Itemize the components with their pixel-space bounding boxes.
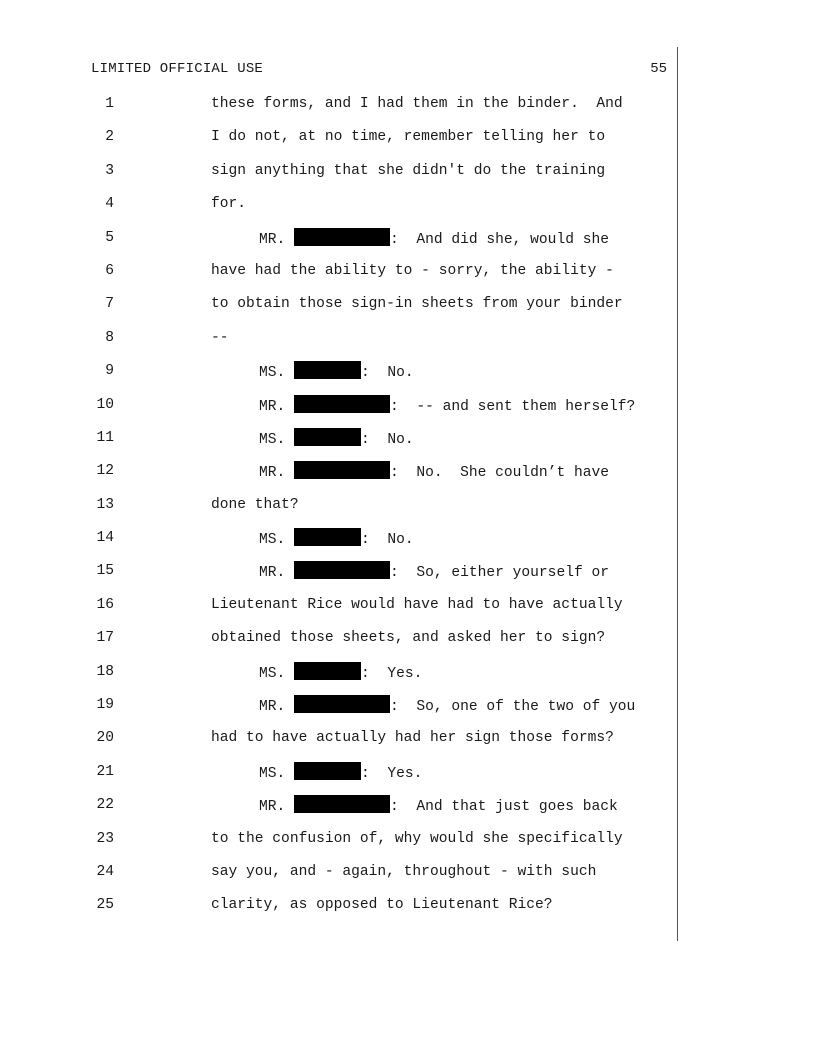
line-text (259, 795, 618, 817)
line-number: 13 (96, 496, 114, 513)
line-content: : So, one of the two of you (390, 699, 636, 716)
transcript-line (0, 428, 816, 461)
line-content: : No. (361, 431, 414, 448)
line-number: 12 (96, 463, 114, 480)
line-content: these forms, and I had them in the binder. And (211, 96, 623, 112)
redaction-bar (294, 662, 361, 680)
line-content: : Yes. (361, 665, 423, 682)
transcript-line (0, 194, 816, 227)
line-number: 20 (96, 730, 114, 747)
transcript-line (0, 461, 816, 494)
redaction-bar (294, 695, 390, 713)
speaker-label: MS. (259, 431, 286, 448)
line-number: 18 (96, 663, 114, 680)
line-content: clarity, as opposed to Lieutenant Rice? (211, 897, 553, 914)
line-text (211, 194, 246, 214)
line-content: : No. (361, 532, 414, 549)
speaker-label: MR. (259, 398, 286, 415)
line-number: 6 (105, 262, 114, 279)
transcript-line (0, 728, 816, 761)
line-content: for. (211, 196, 247, 213)
line-content: have had the ability to - sorry, the ability - (211, 262, 614, 279)
page-number: 55 (650, 61, 667, 77)
line-number: 9 (105, 363, 114, 380)
line-number: 15 (96, 563, 114, 580)
line-content: : And did she, would she (390, 231, 609, 248)
redaction-bar (294, 762, 361, 780)
line-content: : -- and sent them herself? (390, 398, 636, 415)
line-text (211, 94, 623, 114)
speaker-label: MR. (259, 465, 286, 482)
line-text (259, 228, 609, 250)
line-content: I do not, at no time, remember telling her to (211, 129, 606, 146)
redaction-bar (294, 228, 390, 246)
line-content: Lieutenant Rice would have had to have actually (211, 596, 623, 613)
transcript-lines (0, 94, 816, 929)
line-number: 4 (105, 196, 114, 213)
line-number: 10 (96, 396, 114, 413)
transcript-line (0, 228, 816, 261)
line-text (211, 328, 229, 348)
line-number: 11 (96, 429, 114, 446)
transcript-line (0, 795, 816, 828)
speaker-label: MS. (259, 532, 286, 549)
line-content: sign anything that she didn't do the training (211, 162, 606, 179)
line-text (259, 561, 609, 583)
redaction-bar (294, 361, 361, 379)
line-text (259, 695, 635, 717)
transcript-line (0, 829, 816, 862)
line-content: to the confusion of, why would she specifically (211, 830, 623, 847)
transcript-line (0, 94, 816, 127)
transcript-line (0, 528, 816, 561)
speaker-label: MS. (259, 365, 286, 382)
transcript-line (0, 294, 816, 327)
transcript-line (0, 261, 816, 294)
transcript-line (0, 595, 816, 628)
line-content: : So, either yourself or (390, 565, 609, 582)
line-number: 23 (96, 830, 114, 847)
line-number: 7 (105, 296, 114, 313)
line-text (211, 862, 596, 882)
line-text (259, 528, 414, 550)
line-text (259, 662, 422, 684)
transcript-line (0, 695, 816, 728)
transcript-line (0, 328, 816, 361)
transcript-line (0, 762, 816, 795)
line-number: 8 (105, 329, 114, 346)
transcript-line (0, 361, 816, 394)
speaker-label: MR. (259, 699, 286, 716)
speaker-label: MR. (259, 231, 286, 248)
line-number: 14 (96, 530, 114, 547)
transcript-line (0, 495, 816, 528)
line-content: to obtain those sign-in sheets from your binder (211, 296, 623, 313)
line-number: 19 (96, 697, 114, 714)
line-text (211, 127, 605, 147)
line-content: : No. (361, 365, 414, 382)
transcript-line (0, 561, 816, 594)
transcript-line (0, 628, 816, 661)
line-text (259, 428, 414, 450)
speaker-label: MR. (259, 799, 286, 816)
redaction-bar (294, 795, 390, 813)
line-content: : And that just goes back (390, 799, 618, 816)
line-text (211, 294, 623, 314)
line-text (211, 161, 605, 181)
line-text (259, 361, 414, 383)
transcript-line (0, 895, 816, 928)
speaker-label: MS. (259, 765, 286, 782)
line-number: 22 (96, 797, 114, 814)
line-content: obtained those sheets, and asked her to sign? (211, 630, 606, 647)
line-text (259, 762, 422, 784)
line-text (211, 728, 614, 748)
transcript-line (0, 862, 816, 895)
line-content: done that? (211, 496, 299, 513)
line-content: : Yes. (361, 765, 423, 782)
speaker-label: MR. (259, 565, 286, 582)
line-content: say you, and - again, throughout - with such (211, 863, 597, 880)
line-number: 5 (105, 229, 114, 246)
redaction-bar (294, 461, 390, 479)
line-text (211, 895, 553, 915)
line-text (259, 461, 609, 483)
transcript-line (0, 662, 816, 695)
line-text (211, 595, 623, 615)
speaker-label: MS. (259, 665, 286, 682)
line-number: 21 (96, 763, 114, 780)
line-text (211, 829, 623, 849)
line-number: 2 (105, 129, 114, 146)
line-content: had to have actually had her sign those forms? (211, 730, 614, 747)
line-number: 16 (96, 596, 114, 613)
line-text (211, 261, 614, 281)
transcript-line (0, 395, 816, 428)
line-content: -- (211, 329, 229, 346)
redaction-bar (294, 395, 390, 413)
line-number: 24 (96, 863, 114, 880)
line-number: 25 (96, 897, 114, 914)
line-number: 3 (105, 162, 114, 179)
classification-header: LIMITED OFFICIAL USE (91, 61, 264, 77)
redaction-bar (294, 528, 361, 546)
line-text (211, 628, 605, 648)
redaction-bar (294, 428, 361, 446)
line-number: 17 (96, 630, 114, 647)
transcript-line (0, 161, 816, 194)
line-text (259, 395, 635, 417)
line-content: : No. She couldn’t have (390, 465, 609, 482)
line-number: 1 (105, 96, 114, 112)
redaction-bar (294, 561, 390, 579)
line-text (211, 495, 299, 515)
transcript-line (0, 127, 816, 160)
